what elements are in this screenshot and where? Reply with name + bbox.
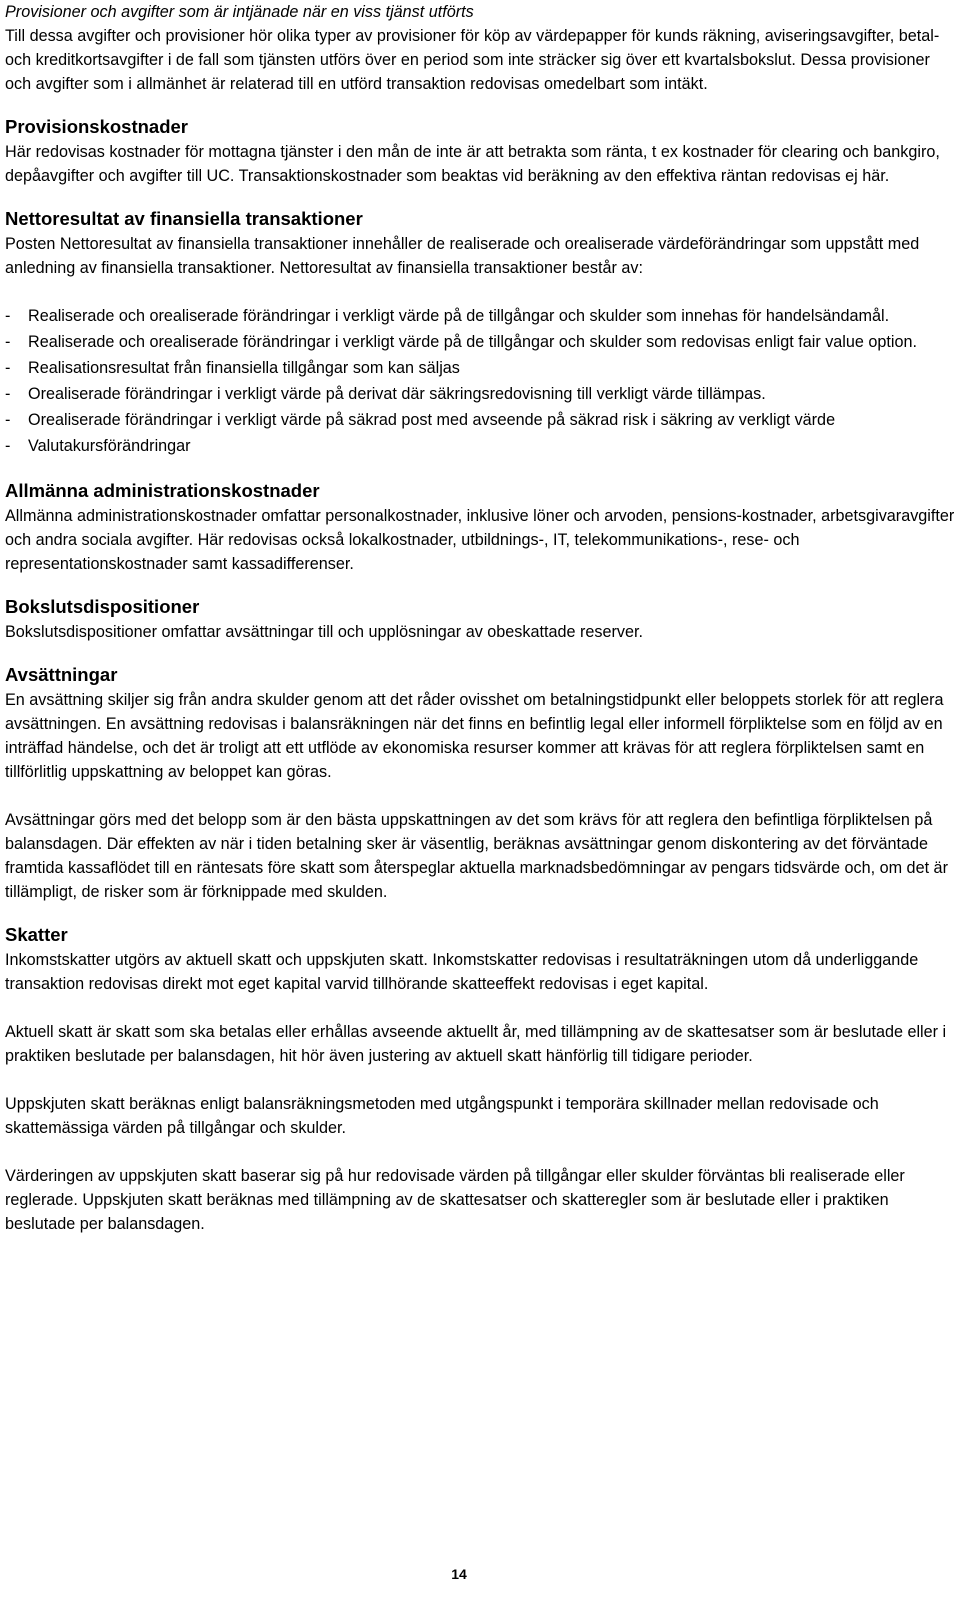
dash-marker: - (5, 437, 11, 455)
list-item (5, 330, 955, 354)
section-administration (5, 477, 955, 576)
list-item-text: Orealiserade förändringar i verkligt värde på säkrad post med avseende på säkrad risk i säkring av verkligt värde (28, 411, 836, 429)
section-avsattningar (5, 661, 955, 904)
section-heading-avsattningar: Avsättningar (5, 664, 118, 685)
list-item-text: Realisationsresultat från finansiella tillgångar som kan säljas (28, 359, 460, 377)
paragraph-skatter-1: Inkomstskatter utgörs av aktuell skatt och uppskjuten skatt. Inkomstskatter redovisas i resultaträkningen utom då underliggande transaktion redovisas direkt mot eget kapital varvid tillhörande skatteeffekt redovisas i eget kapital. (5, 951, 919, 993)
paragraph-administration: Allmänna administrationskostnader omfattar personalkostnader, inklusive löner och arvoden, pensions-kostnader, arbetsgivaravgifter och andra sociala avgifter. Här redovisas också lokalkostnader, utbildnings-, IT, telekommunikations-, rese- och representationskostnader samt kassadifferenser. (5, 507, 955, 573)
section-heading-nettoresultat: Nettoresultat av finansiella transaktioner (5, 208, 363, 229)
dash-marker: - (5, 411, 11, 429)
paragraph-nettoresultat: Posten Nettoresultat av finansiella transaktioner innehåller de realiserade och orealiserade värdeförändringar som uppstått med anledning av finansiella transaktioner. Nettoresultat av finansiella transaktioner består av: (5, 235, 920, 277)
dash-marker: - (5, 359, 11, 377)
section-heading-provisionskostnader: Provisionskostnader (5, 116, 189, 137)
dash-marker: - (5, 333, 11, 351)
list-item-text: Realiserade och orealiserade förändringar i verkligt värde på de tillgångar och skulder som redovisas enligt fair value option. (28, 333, 918, 351)
section-heading-bokslutsdispositioner: Bokslutsdispositioner (5, 596, 200, 617)
paragraph-skatter-2: Aktuell skatt är skatt som ska betalas eller erhållas avseende aktuellt år, med tillämpning av de skattesatser som är beslutade eller i praktiken beslutade per balansdagen, hit hör även justering av aktuell skatt hänförlig till tidigare perioder. (5, 1023, 947, 1065)
document-page (5, 0, 955, 1236)
list-item (5, 408, 955, 432)
paragraph-skatter-3: Uppskjuten skatt beräknas enligt balansräkningsmetoden med utgångspunkt i temporära skillnader mellan redovisade och skattemässiga värden på tillgångar och skulder. (5, 1095, 879, 1137)
page-number: 14 (451, 1566, 467, 1582)
list-item-text: Valutakursförändringar (28, 437, 191, 455)
section-heading-administration: Allmänna administrationskostnader (5, 480, 320, 501)
list-item (5, 382, 955, 406)
paragraph-avsattningar-2: Avsättningar görs med det belopp som är den bästa uppskattningen av det som krävs för att reglera den befintliga förpliktelsen på balansdagen. Där effekten av när i tiden betalning sker är väsentlig, beräknas avsättningar genom diskontering av det förväntade framtida kassaflödet till en räntesats före skatt som återspeglar aktuella marknadsbedömningar av pengars tidsvärde och, om det är tillämpligt, de risker som är förknippade med skulden. (5, 811, 948, 901)
list-item-text: Orealiserade förändringar i verkligt värde på derivat där säkringsredovisning till verkligt värde tillämpas. (28, 385, 766, 403)
section-nettoresultat (5, 205, 955, 458)
list-item-text: Realiserade och orealiserade förändringar i verkligt värde på de tillgångar och skulder som innehas för handelsändamål. (28, 307, 890, 325)
section-provisioner-over-tid (5, 0, 955, 96)
list-item (5, 434, 955, 458)
section-provisionskostnader (5, 113, 955, 188)
nettoresultat-list (5, 304, 955, 458)
list-item (5, 304, 955, 328)
paragraph-avsattningar-1: En avsättning skiljer sig från andra skulder genom att det råder ovisshet om betalningstidpunkt eller beloppets storlek för att reglera avsättningen. En avsättning redovisas i balansräkningen när det finns en befintlig legal eller informell förpliktelse som en följd av en inträffad händelse, och det är troligt att ett utflöde av ekonomiska resurser kommer att krävas för att reglera förpliktelsen samt en tillförlitlig uppskattning av beloppet kan göras. (5, 691, 944, 781)
paragraph-bokslutsdispositioner: Bokslutsdispositioner omfattar avsättningar till och upplösningar av obeskattade reserver. (5, 623, 643, 641)
dash-marker: - (5, 385, 11, 403)
paragraph-provisioner-over-tid: Till dessa avgifter och provisioner hör olika typer av provisioner för köp av värdepapper för kunds räkning, aviseringsavgifter, betal- och kreditkortsavgifter i de fall som tjänsten utförs över en period som inte sträcker sig över ett kvartalsbokslut. Dessa provisioner och avgifter som i allmänhet är relaterad till en utförd transaktion redovisas omedelbart som intäkt. (5, 27, 940, 93)
section-bokslutsdispositioner (5, 593, 955, 644)
list-item (5, 356, 955, 380)
section-heading-skatter: Skatter (5, 924, 68, 945)
section-skatter (5, 921, 955, 1236)
dash-marker: - (5, 307, 11, 325)
section-heading-provisioner-over-tid: Provisioner och avgifter som är intjänade när en viss tjänst utförts (5, 3, 474, 21)
paragraph-skatter-4: Värderingen av uppskjuten skatt baserar sig på hur redovisade värden på tillgångar eller skulder förväntas bli realiserade eller reglerade. Uppskjuten skatt beräknas med tillämpning av de skattesatser och skatteregler som är beslutade eller i praktiken beslutade per balansdagen. (5, 1167, 905, 1233)
paragraph-provisionskostnader: Här redovisas kostnader för mottagna tjänster i den mån de inte är att betrakta som ränta, t ex kostnader för clearing och bankgiro, depåavgifter och avgifter till UC. Transaktionskostnader som beaktas vid beräkning av den effektiva räntan redovisas ej här. (5, 143, 940, 185)
